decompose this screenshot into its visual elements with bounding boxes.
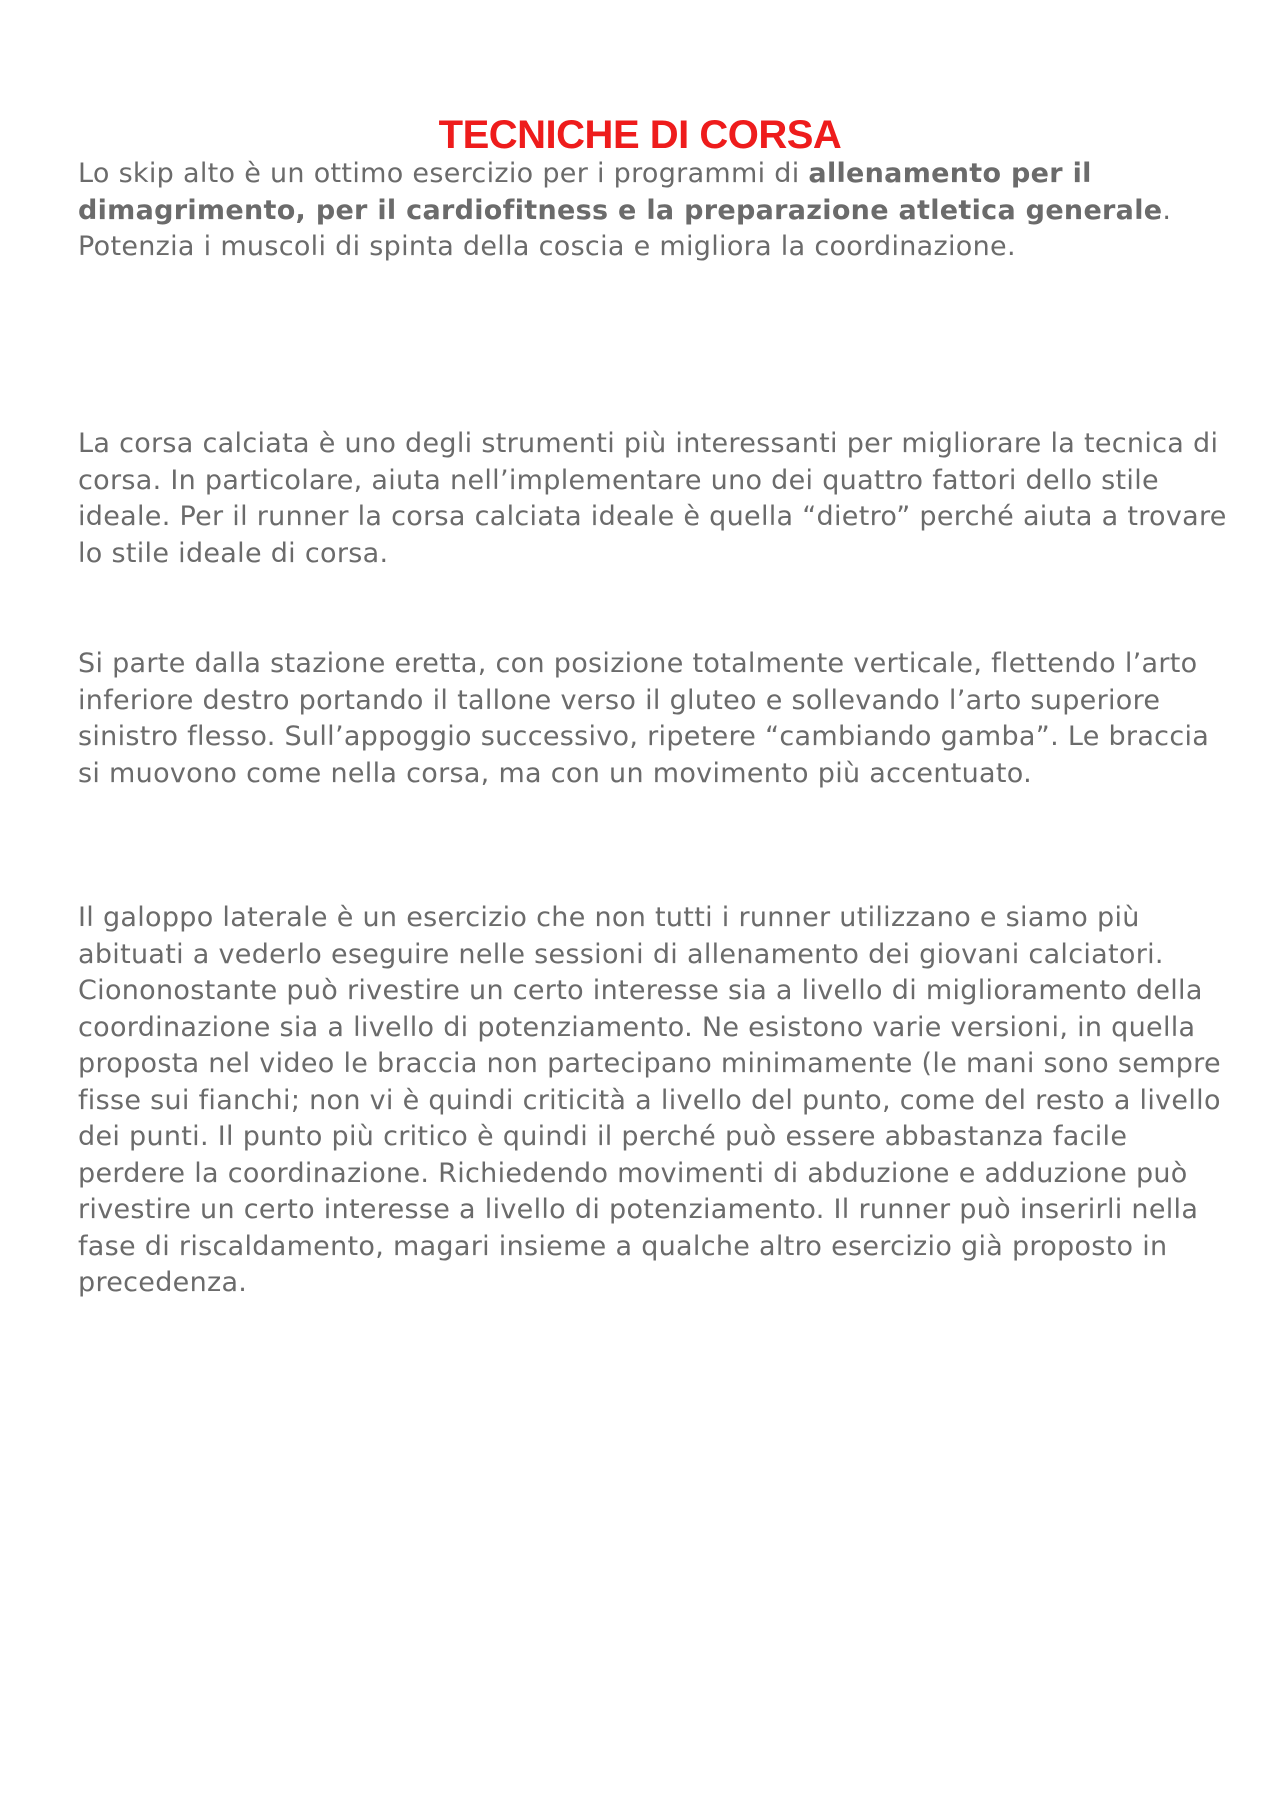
paragraph-text: . Potenzia i muscoli di spinta della coscia e migliora la coordinazione. xyxy=(78,194,1172,262)
paragraph-galoppo-laterale: Il galoppo laterale è un esercizio che non tutti i runner utilizzano e siamo più abituati a vederlo eseguire nelle sessioni di allenamento dei giovani calciatori. Ciononostante può rivestire un certo interesse sia a livello di miglioramento della coordinazione sia a livello di potenziamento. Ne esistono varie versioni, in quella proposta nel video le braccia non partecipano minimamente (le mani sono sempre fisse sui fianchi; non vi è quindi criticità a livello del punto, come del resto a livello dei punti. Il punto più critico è quindi il perché può essere abbastanza facile perdere la coordinazione. Richiedendo movimenti di abduzione e adduzione può rivestire un certo interesse a livello di potenziamento. Il runner può inserirli nella fase di riscaldamento, magari insieme a qualche altro esercizio già proposto in precedenza. xyxy=(78,902,1221,1298)
page-title: TECNICHE DI CORSA xyxy=(438,112,842,157)
paragraph-corsa-calciata: La corsa calciata è uno degli strumenti più interessanti per migliorare la tecnica di corsa. In particolare, aiuta nell’implementare uno dei quattro fattori dello stile ideale. Per il runner la corsa calciata ideale è quella “dietro” perché aiuta a trovare lo stile ideale di corsa. xyxy=(78,428,1227,569)
paragraph-skip-alto xyxy=(78,156,1228,266)
paragraph-text: Lo skip alto è un ottimo esercizio per i programmi di xyxy=(78,158,809,189)
paragraph-bold-text: allenamento per il dimagrimento, per il cardiofitness e la preparazione atletica generale xyxy=(78,158,1163,226)
paragraph-stazione-eretta: Si parte dalla stazione eretta, con posizione totalmente verticale, flettendo l’arto inferiore destro portando il tallone verso il gluteo e sollevando l’arto superiore sinistro flesso. Sull’appoggio successivo, ripetere “cambiando gamba”. Le braccia si muovono come nella corsa, ma con un movimento più accentuato. xyxy=(78,648,1210,789)
